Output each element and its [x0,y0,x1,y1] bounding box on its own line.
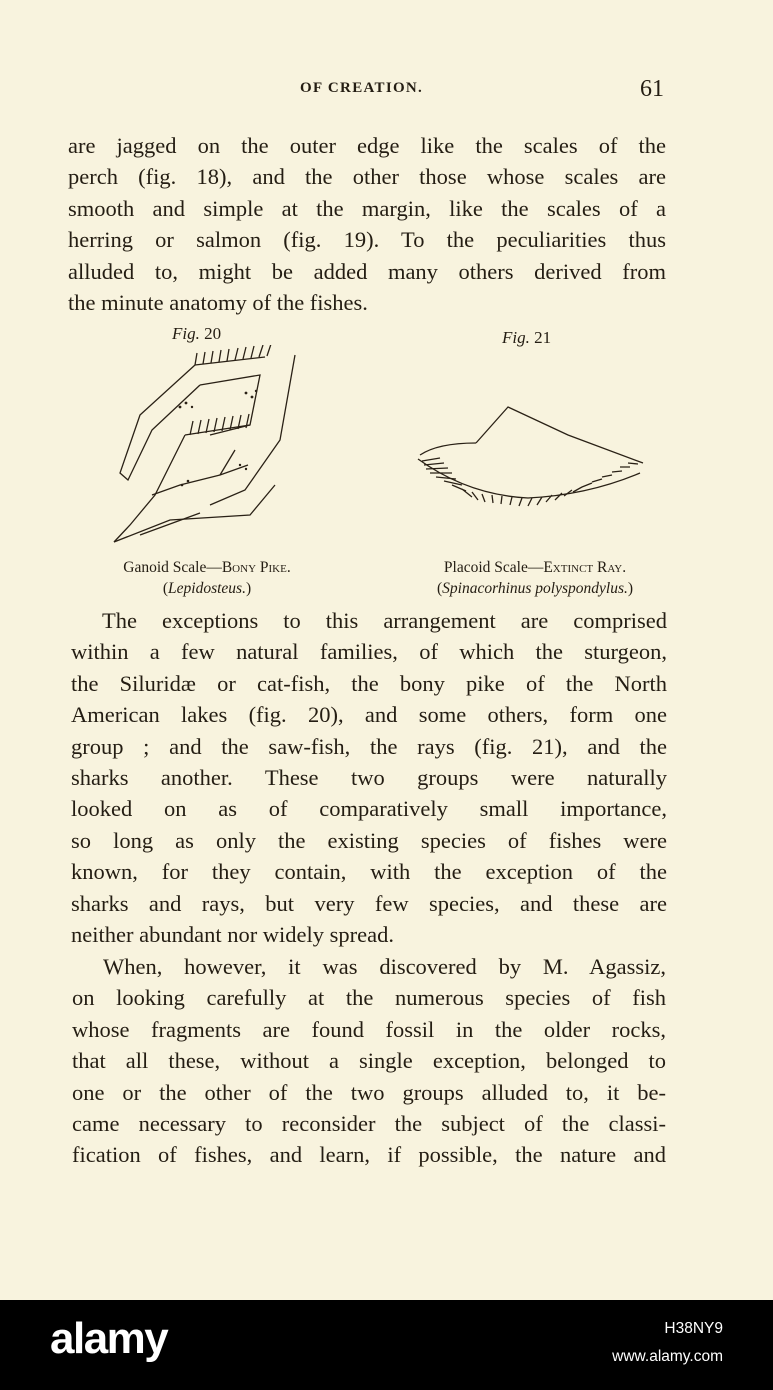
text-line: alluded to, might be added many others derived from [68,258,666,284]
fig-20-caption-smallcaps: Bony Pike. [221,559,291,576]
fig-20-prefix: Fig. [172,324,200,343]
text-line: sharks another. These two groups were naturally [71,765,667,791]
text-line: The exceptions to this arrangement are comprised [102,608,667,633]
fig-20-caption [78,557,336,599]
upper-scale-rim [195,357,265,365]
fig-21-prefix: Fig. [502,328,530,347]
fig-20-caption-latin: Lepidosteus. [168,580,246,597]
fig-21-caption-latin-line: (Spinacorhinus polyspondylus.) [436,580,634,597]
lower-scale-teeth [185,414,250,435]
text-line: known, for they contain, with the exception of the [71,859,667,885]
fig-21-label [502,328,551,348]
text-line: perch (fig. 18), and the other those whose scales are [68,164,666,190]
fig-21-caption-latin: Spinacorhinus polyspondylus. [442,580,628,597]
text-line: are jagged on the outer edge like the scales of the [68,133,666,158]
placoid-scale-illustration [408,395,658,515]
fig-21-number: 21 [534,328,552,347]
paragraph-middle [71,605,667,950]
placoid-scale-striations [422,458,638,506]
stock-watermark-bar [0,1300,773,1390]
fig-21-caption [394,557,676,599]
text-line: the minute anatomy of the fishes. [68,290,368,316]
running-title: OF CREATION. [300,80,424,96]
text-line: fication of fishes, and learn, if possible, the nature and [72,1142,666,1168]
text-line: so long as only the existing species of fishes were [71,827,667,853]
lower-scale-outline [114,435,185,542]
text-line: whose fragments are found fossil in the older rocks, [72,1016,666,1042]
text-line: that all these, without a single exception, belonged to [72,1048,666,1074]
text-line: looked on as of comparatively small importance, [71,796,667,822]
fig-21-caption-name: Placoid Scale— [443,559,544,576]
placoid-scale-ridge [476,407,643,463]
text-line: one or the other of the two groups alluded to, it be- [72,1079,666,1105]
upper-scale-outline [120,365,200,480]
paragraph-bottom [72,951,666,1171]
text-line: American lakes (fig. 20), and some others, form one [71,702,667,728]
fig-20-label [172,324,221,344]
upper-scale-edge [200,375,260,435]
text-line: came necessary to reconsider the subject of the classi- [72,1111,666,1137]
fig-20-caption-title [78,557,336,578]
fig-20-caption-name: Ganoid Scale— [123,559,222,576]
scale-fold [140,513,200,535]
placoid-scale-left-wing [420,443,476,455]
text-line: neither abundant nor widely spread. [71,922,395,948]
text-line: herring or salmon (fig. 19). To the peculiarities thus [68,227,666,253]
text-line: within a few natural families, of which the sturgeon, [71,639,667,665]
text-line: smooth and simple at the margin, like the scales of a [68,195,666,221]
text-line: When, however, it was discovered by M. Agassiz, [103,954,666,979]
lower-scale-base [114,485,275,542]
upper-scale-teeth [195,345,271,365]
text-line: on looking carefully at the numerous species of fish [72,985,666,1011]
paragraph-top [68,130,666,318]
fig-20-number: 20 [204,324,222,343]
scale-ridge-branch [220,450,235,475]
fig-21-caption-smallcaps: Extinct Ray. [543,559,627,576]
alamy-logo: alamy [50,1314,168,1363]
text-line: sharks and rays, but very few species, and these are [71,890,667,916]
ganoid-scale-illustration [100,345,310,555]
page-number: 61 [640,76,664,102]
fig-20-caption-latin-line: (Lepidosteus.) [162,580,252,597]
text-line: group ; and the saw-fish, the rays (fig. 21), and the [71,733,667,759]
image-id: H38NY9 [664,1320,723,1337]
scale-ridge [152,465,248,495]
text-line: the Siluridæ or cat-fish, the bony pike of the North [71,670,667,696]
site-url: www.alamy.com [612,1348,723,1365]
fig-21-caption-title [394,557,676,578]
